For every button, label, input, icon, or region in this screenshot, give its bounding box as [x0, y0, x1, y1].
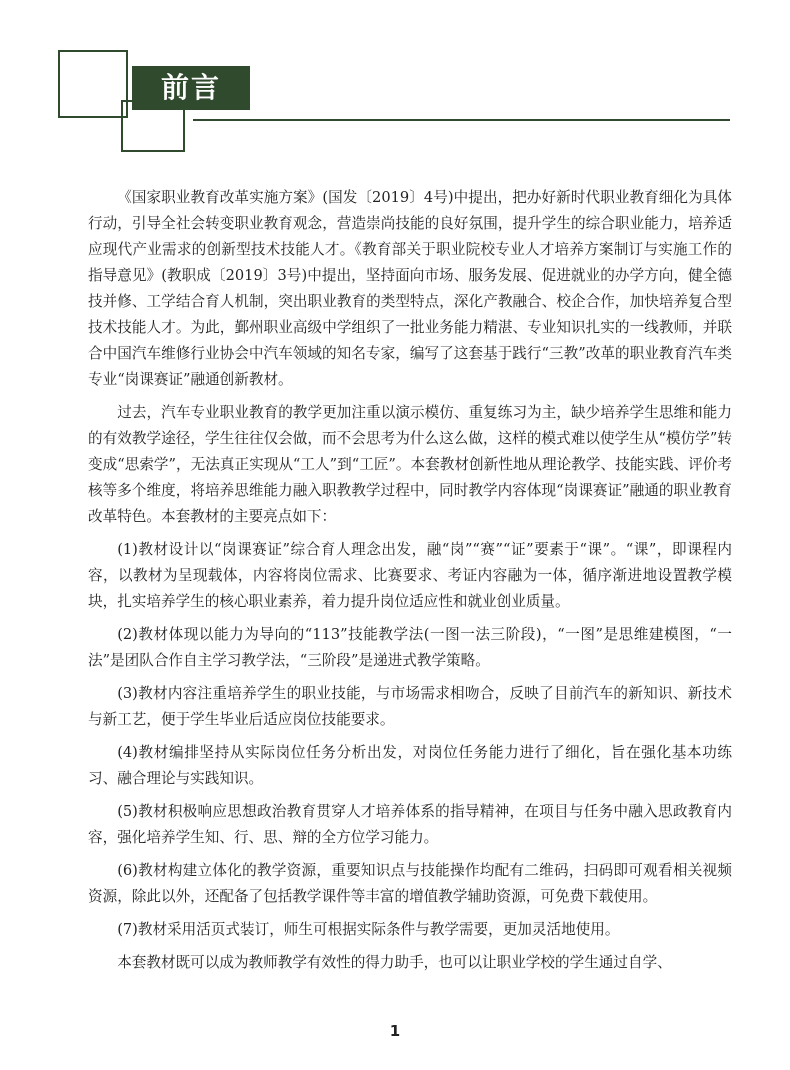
list-item: (7)教材采用活页式装订，师生可根据实际条件与教学需要，更加灵活地使用。 — [117, 921, 620, 938]
paragraph: 本套教材既可以成为教师教学有效性的得力助手，也可以让职业学校的学生通过自学、 — [117, 954, 672, 971]
page-title: 前言 — [132, 66, 250, 110]
list-item: (6)教材构建立体化的教学资源，重要知识点与技能操作均配有二维码，扫码即可观看相关视频资源，除此以外，还配备了包括教学课件等丰富的增值教学辅助资源，可免费下载使用。 — [88, 862, 732, 905]
list-item: (3)教材内容注重培养学生的职业技能，与市场需求相吻合，反映了目前汽车的新知识、新技术与新工艺，便于学生毕业后适应岗位技能要求。 — [88, 685, 732, 728]
list-item: (2)教材体现以能力为导向的“113”技能教学法(一图一法三阶段)，“一图”是思维建模图，“一法”是团队合作自主学习教学法，“三阶段”是递进式教学策略。 — [88, 626, 732, 669]
list-item: (4)教材编排坚持从实际岗位任务分析出发，对岗位任务能力进行了细化，旨在强化基本功练习、融合理论与实践知识。 — [88, 744, 732, 787]
preface-body — [88, 185, 732, 976]
list-item: (5)教材积极响应思想政治教育贯穿人才培养体系的指导精神，在项目与任务中融入思政教育内容，强化培养学生知、行、思、辩的全方位学习能力。 — [88, 803, 732, 846]
decorative-square-outer — [58, 50, 128, 118]
paragraph: 过去，汽车专业职业教育的教学更加注重以演示模仿、重复练习为主，缺少培养学生思维和能力的有效教学途径，学生往往仅会做，而不会思考为什么这么做，这样的模式难以使学生从“模仿学”转变成“思索学”，无法真正实现从“工人”到“工匠”。本套教材创新性地从理论教学、技能实践、评价考核等多个维度，将培养思维能力融入职教教学过程中，同时教学内容体现“岗课赛证”融通的职业教育改革特色。本套教材的主要亮点如下： — [88, 404, 732, 525]
page-number: 1 — [389, 1022, 401, 1040]
paragraph: 《国家职业教育改革实施方案》(国发〔2019〕4号)中提出，把办好新时代职业教育细化为具体行动，引导全社会转变职业教育观念，营造崇尚技能的良好氛围，提升学生的综合职业能力，培养适应现代产业需求的创新型技术技能人才。《教育部关于职业院校专业人才培养方案制订与实施工作的指导意见》(教职成〔2019〕3号)中提出，坚持面向市场、服务发展、促进就业的办学方向，健全德技并修、工学结合育人机制，突出职业教育的类型特点，深化产教融合、校企合作，加快培养复合型技术技能人才。为此，鄞州职业高级中学组织了一批业务能力精湛、专业知识扎实的一线教师，并联合中国汽车维修行业协会中汽车领域的知名专家，编写了这套基于践行“三教”改革的职业教育汽车类专业“岗课赛证”融通创新教材。 — [88, 189, 732, 388]
list-item: (1)教材设计以“岗课赛证”综合育人理念出发，融“岗”“赛”“证”要素于“课”。“课”，即课程内容，以教材为呈现载体，内容将岗位需求、比赛要求、考证内容融为一体，循序渐进地设置教学模块，扎实培养学生的核心职业素养，着力提升岗位适应性和就业创业质量。 — [88, 541, 732, 610]
header-divider — [193, 119, 730, 121]
